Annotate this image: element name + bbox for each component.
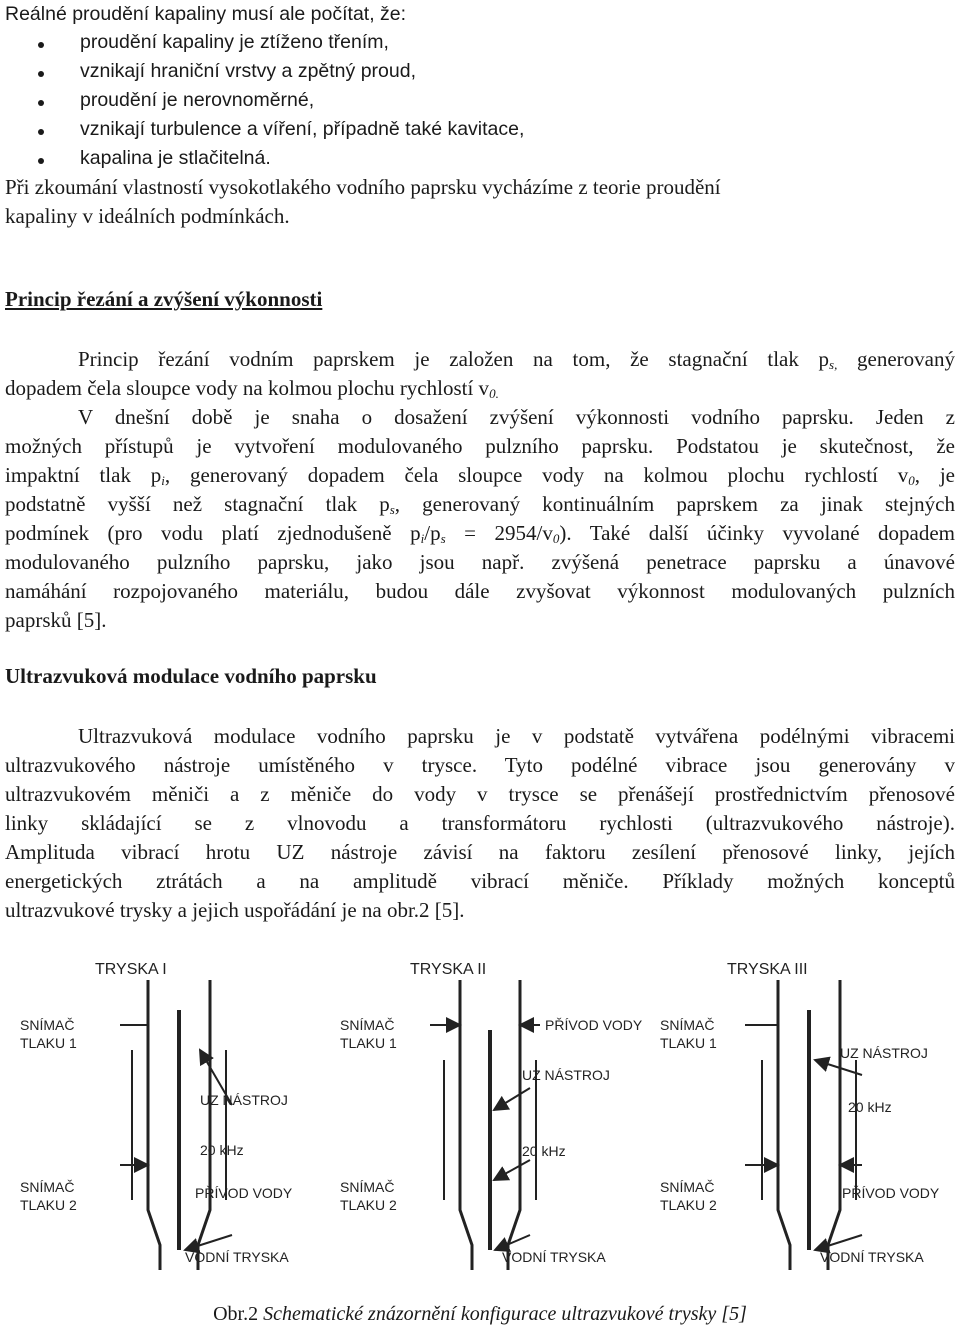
label-snimac-1: SNÍMAČ [340,1017,395,1033]
label-snimac-1: TLAKU 1 [340,1035,397,1051]
bullet-item: proudění kapaliny je ztíženo třením, [80,31,389,53]
label-uz-nastroj: UZ NÁSTROJ [200,1092,288,1108]
label-snimac-2: SNÍMAČ [20,1179,75,1195]
paragraph-line: modulovaného pulzního paprsku, jako jsou např. zvýšená penetrace paprsku a únavové [5,550,955,574]
label-snimac-1: SNÍMAČ [20,1017,75,1033]
label-snimac-2: TLAKU 2 [340,1197,397,1213]
bullet-dot [38,71,44,77]
paragraph-line: namáhání rozpojovaného materiálu, budou dále zvyšovat výkonnost modulovaných pulzních [5,579,955,603]
paragraph-line: Princip řezání vodním paprskem je založen na tom, že stagnační tlak $p_{s,}$ generovaný [78,347,955,372]
paragraph-line: podstatně vyšší než stagnační tlak $p_s$, generovaný kontinuálním paprskem za jinak stejných [5,492,955,517]
figure-caption: Obr.2 Schematické znázornění konfigurace ultrazvukové trysky [5] [213,1303,747,1325]
paragraph-line: možných přístupů je vytvoření modulovaného pulzního paprsku. Podstatou je skutečnost, že [5,434,955,458]
intro-lead: Reálné proudění kapaliny musí ale počítat, že: [5,3,407,25]
paragraph-line: ultrazvukovém měniči a z měniče do vody v trysce se přenášejí prostřednictvím přenosové [5,782,955,806]
intro-paragraph-line: Při zkoumání vlastností vysokotlakého vodního paprsku vycházíme z teorie proudění [5,175,721,199]
paragraph-line: ultrazvukové trysky a jejich uspořádání je na obr.2 [5]. [5,898,465,922]
paragraph-line: linky skládající se z vlnovodu a transformátoru rychlosti (ultrazvukového nástroje). [5,811,955,835]
paragraph-line: paprsků [5]. [5,608,107,632]
label-snimac-2: SNÍMAČ [340,1179,395,1195]
paragraph-line: Ultrazvuková modulace vodního paprsku je v podstatě vytvářena podélnými vibracemi [78,724,955,748]
bullet-dot [38,100,44,106]
label-uz-nastroj: UZ NÁSTROJ [522,1067,610,1083]
label-snimac-1: TLAKU 1 [660,1035,717,1051]
nozzle-1-title: TRYSKA I [95,961,167,978]
label-privod-vody: PŘÍVOD VODY [545,1017,643,1033]
nozzle-figure [0,950,960,1300]
label-privod-vody: PŘÍVOD VODY [195,1185,293,1201]
paragraph-line: dopadem čela sloupce vody na kolmou plochu rychlostí $v_{0.}$ [5,376,499,401]
label-privod-vody: PŘÍVOD VODY [842,1185,940,1201]
nozzle-2-title: TRYSKA II [410,961,487,978]
label-vodni-tryska: VODNÍ TRYSKA [185,1249,289,1265]
label-frequency: 20 kHz [522,1143,566,1159]
paragraph-line: energetických ztrátách a na amplitudě vibrací měniče. Příklady možných konceptů [5,869,955,893]
bullet-item: kapalina je stlačitelná. [80,147,271,169]
section-heading: Ultrazvuková modulace vodního paprsku [5,664,377,688]
bullet-item: vznikají turbulence a víření, případně také kavitace, [80,118,525,140]
bullet-dot [38,42,44,48]
paragraph-line: impaktní tlak $p_i$, generovaný dopadem čela sloupce vody na kolmou plochu rychlostí $v_0$, je [5,463,955,488]
paragraph-line: Amplituda vibrací hrotu UZ nástroje závisí na faktoru zesílení přenosové linky, jejích [5,840,955,864]
label-snimac-2: TLAKU 2 [20,1197,77,1213]
label-snimac-2: TLAKU 2 [660,1197,717,1213]
paragraph-line: ultrazvukového nástroje umístěného v trysce. Tyto podélné vibrace jsou generovány v [5,753,955,777]
paragraph-line: podmínek (pro vodu platí zjednodušeně $p_i/p_s = 2954/v_0$). Také další účinky vyvolané dopadem [5,521,955,546]
label-snimac-1: TLAKU 1 [20,1035,77,1051]
label-snimac-2: SNÍMAČ [660,1179,715,1195]
label-vodni-tryska: VODNÍ TRYSKA [820,1249,924,1265]
bullet-item: proudění je nerovnoměrné, [80,89,315,111]
paragraph-line: V dnešní době je snaha o dosažení zvýšení výkonnosti vodního paprsku. Jeden z [78,405,955,429]
label-snimac-1: SNÍMAČ [660,1017,715,1033]
label-frequency: 20 kHz [848,1099,892,1115]
label-vodni-tryska: VODNÍ TRYSKA [502,1249,606,1265]
intro-paragraph-line: kapaliny v ideálních podmínkách. [5,204,290,228]
bullet-dot [38,158,44,164]
label-uz-nastroj: UZ NÁSTROJ [840,1045,928,1061]
bullet-dot [38,129,44,135]
section-heading: Princip řezání a zvýšení výkonnosti [5,287,323,311]
nozzle-3-title: TRYSKA III [727,961,808,978]
bullet-item: vznikají hraniční vrstvy a zpětný proud, [80,60,416,82]
label-frequency: 20 kHz [200,1142,244,1158]
